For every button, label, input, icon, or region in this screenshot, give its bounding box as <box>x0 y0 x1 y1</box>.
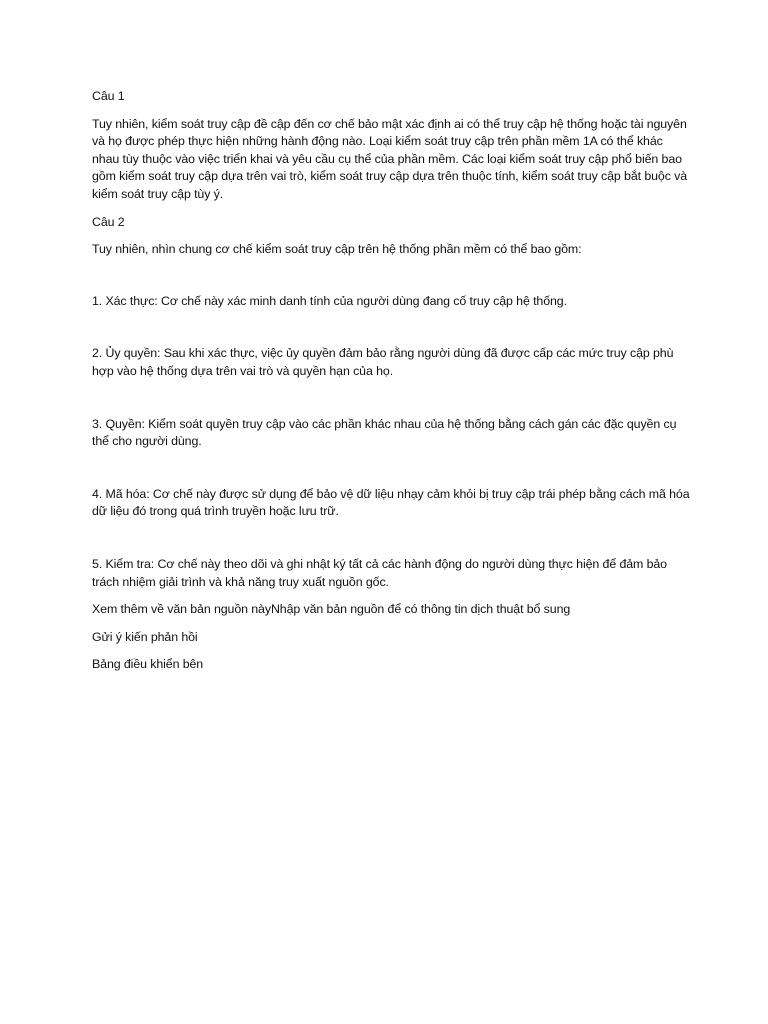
list-item-auditing: 5. Kiểm tra: Cơ chế này theo dõi và ghi nhật ký tất cả các hành động do người dùng thực hiện để đảm bảo trách nhiệm giải trình và khả năng truy xuất nguồn gốc. <box>92 556 667 589</box>
question-1-heading: Câu 1 <box>92 89 125 103</box>
list-item-authorization: 2. Ủy quyền: Sau khi xác thực, việc ủy quyền đảm bảo rằng người dùng đã được cấp các mức truy cập phù hợp vào hệ thống dựa trên vai trò và quyền hạn của họ. <box>92 346 674 378</box>
question-2-intro: Tuy nhiên, nhìn chung cơ chế kiểm soát truy cập trên hệ thống phần mềm có thể bao gồm: <box>92 242 582 257</box>
source-more-text: Xem thêm về văn bản nguồn nàyNhập văn bản nguồn để có thông tin dịch thuật bổ sung <box>92 602 571 617</box>
list-item-authentication: 1. Xác thực: Cơ chế này xác minh danh tính của người dùng đang cố truy cập hệ thống. <box>92 293 567 308</box>
side-panel-text: Bảng điều khiển bên <box>92 657 204 672</box>
document-content <box>92 88 692 684</box>
list-item-encryption: 4. Mã hóa: Cơ chế này được sử dụng để bảo vệ dữ liệu nhạy cảm khỏi bị truy cập trái phép bằng cách mã hóa dữ liệu đó trong quá trình truyền hoặc lưu trữ. <box>92 486 690 519</box>
feedback-text: Gửi ý kiến phản hồi <box>92 629 198 644</box>
question-2-heading: Câu 2 <box>92 214 125 229</box>
question-1-body: Tuy nhiên, kiểm soát truy cập đề cập đến cơ chế bảo mật xác định ai có thể truy cập hệ thống hoặc tài nguyên và họ được phép thực hiện những hành động nào. Loại kiểm soát truy cập trên phần mềm 1A có thể khác nhau tùy thuộc vào việc triển khai và yêu cầu cụ thể của phần mềm. Các loại kiểm soát truy cập phổ biến bao gồm kiểm soát truy cập dựa trên vai trò, kiểm soát truy cập dựa trên thuộc tính, kiểm soát truy cập bắt buộc và kiểm soát truy cập tùy ý. <box>92 116 688 201</box>
list-item-permissions: 3. Quyền: Kiểm soát quyền truy cập vào các phần khác nhau của hệ thống bằng cách gán các đặc quyền cụ thể cho người dùng. <box>92 416 677 449</box>
